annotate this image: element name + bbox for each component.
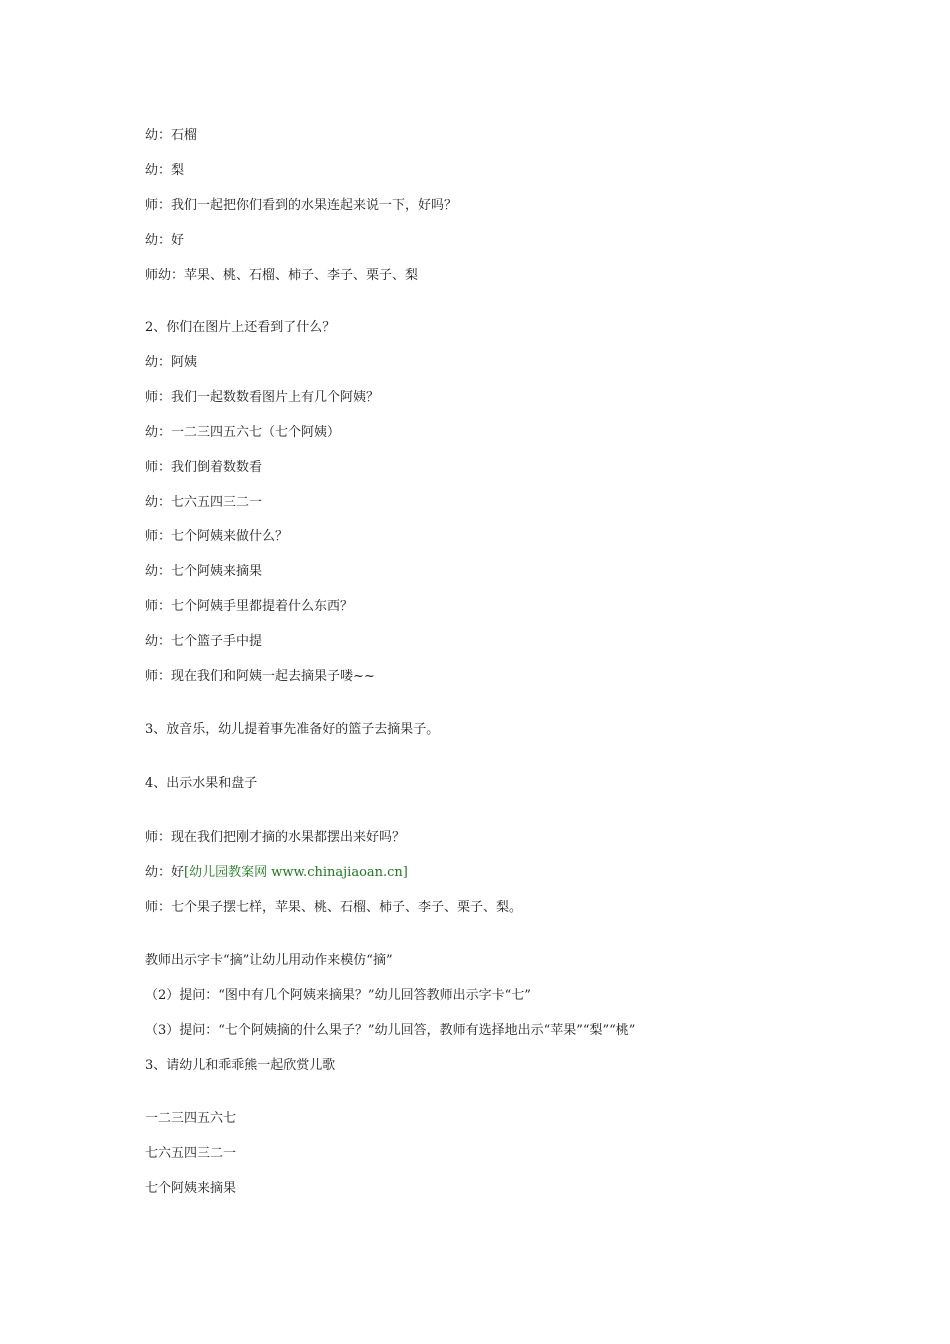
section-heading: 3、放音乐，幼儿提着事先准备好的篮子去摘果子。 (145, 722, 440, 737)
text-line: 师：现在我们和阿姨一起去摘果子喽~~ (145, 669, 375, 684)
text-line: 师幼：苹果、桃、石榴、柿子、李子、栗子、梨 (145, 268, 419, 283)
text-line: 师：我们一起把你们看到的水果连起来说一下，好吗？ (145, 198, 458, 213)
text-line: 幼：七个篮子手中提 (145, 634, 263, 649)
poem-line: 一二三四五六七 (145, 1111, 237, 1126)
text-line: 幼：七个阿姨来摘果 (145, 564, 263, 579)
poem-line: 七六五四三二一 (145, 1146, 237, 1161)
section-heading: 2、你们在图片上还看到了什么？ (145, 320, 336, 335)
text-line: 师：我们一起数数看图片上有几个阿姨？ (145, 390, 380, 405)
link-prefix: 幼：好 (145, 865, 185, 880)
text-line: 幼：石榴 (145, 128, 198, 143)
text-line: 幼：梨 (145, 163, 185, 178)
text-line: 教师出示字卡“摘”让幼儿用动作来模仿“摘” (145, 953, 393, 968)
text-line: 幼：好 (145, 233, 185, 248)
text-line: 幼：阿姨 (145, 355, 198, 370)
site-link[interactable]: [幼儿园教案网 www.chinajiaoan.cn] (184, 865, 408, 880)
text-line: 师：七个阿姨来做什么？ (145, 529, 289, 544)
section-heading: 3、请幼儿和乖乖熊一起欣赏儿歌 (145, 1058, 336, 1073)
text-line: 师：七个果子摆七样，苹果、桃、石榴、柿子、李子、栗子、梨。 (145, 900, 523, 915)
text-line: 师：七个阿姨手里都提着什么东西？ (145, 599, 354, 614)
section-heading: 4、出示水果和盘子 (145, 776, 258, 791)
text-line: （3）提问：“七个阿姨摘的什么果子？”幼儿回答，教师有选择地出示“苹果”“梨”“桃” (145, 1023, 636, 1038)
text-line: 幼：七六五四三二一 (145, 495, 263, 510)
text-line: 师：我们倒着数数看 (145, 460, 263, 475)
text-line-with-link (145, 864, 408, 882)
text-line: 师：现在我们把刚才摘的水果都摆出来好吗？ (145, 830, 406, 845)
text-line: 幼：一二三四五六七（七个阿姨） (145, 425, 341, 440)
poem-line: 七个阿姨来摘果 (145, 1181, 237, 1196)
text-line: （2）提问：“图中有几个阿姨来摘果？”幼儿回答教师出示字卡“七” (145, 988, 531, 1003)
